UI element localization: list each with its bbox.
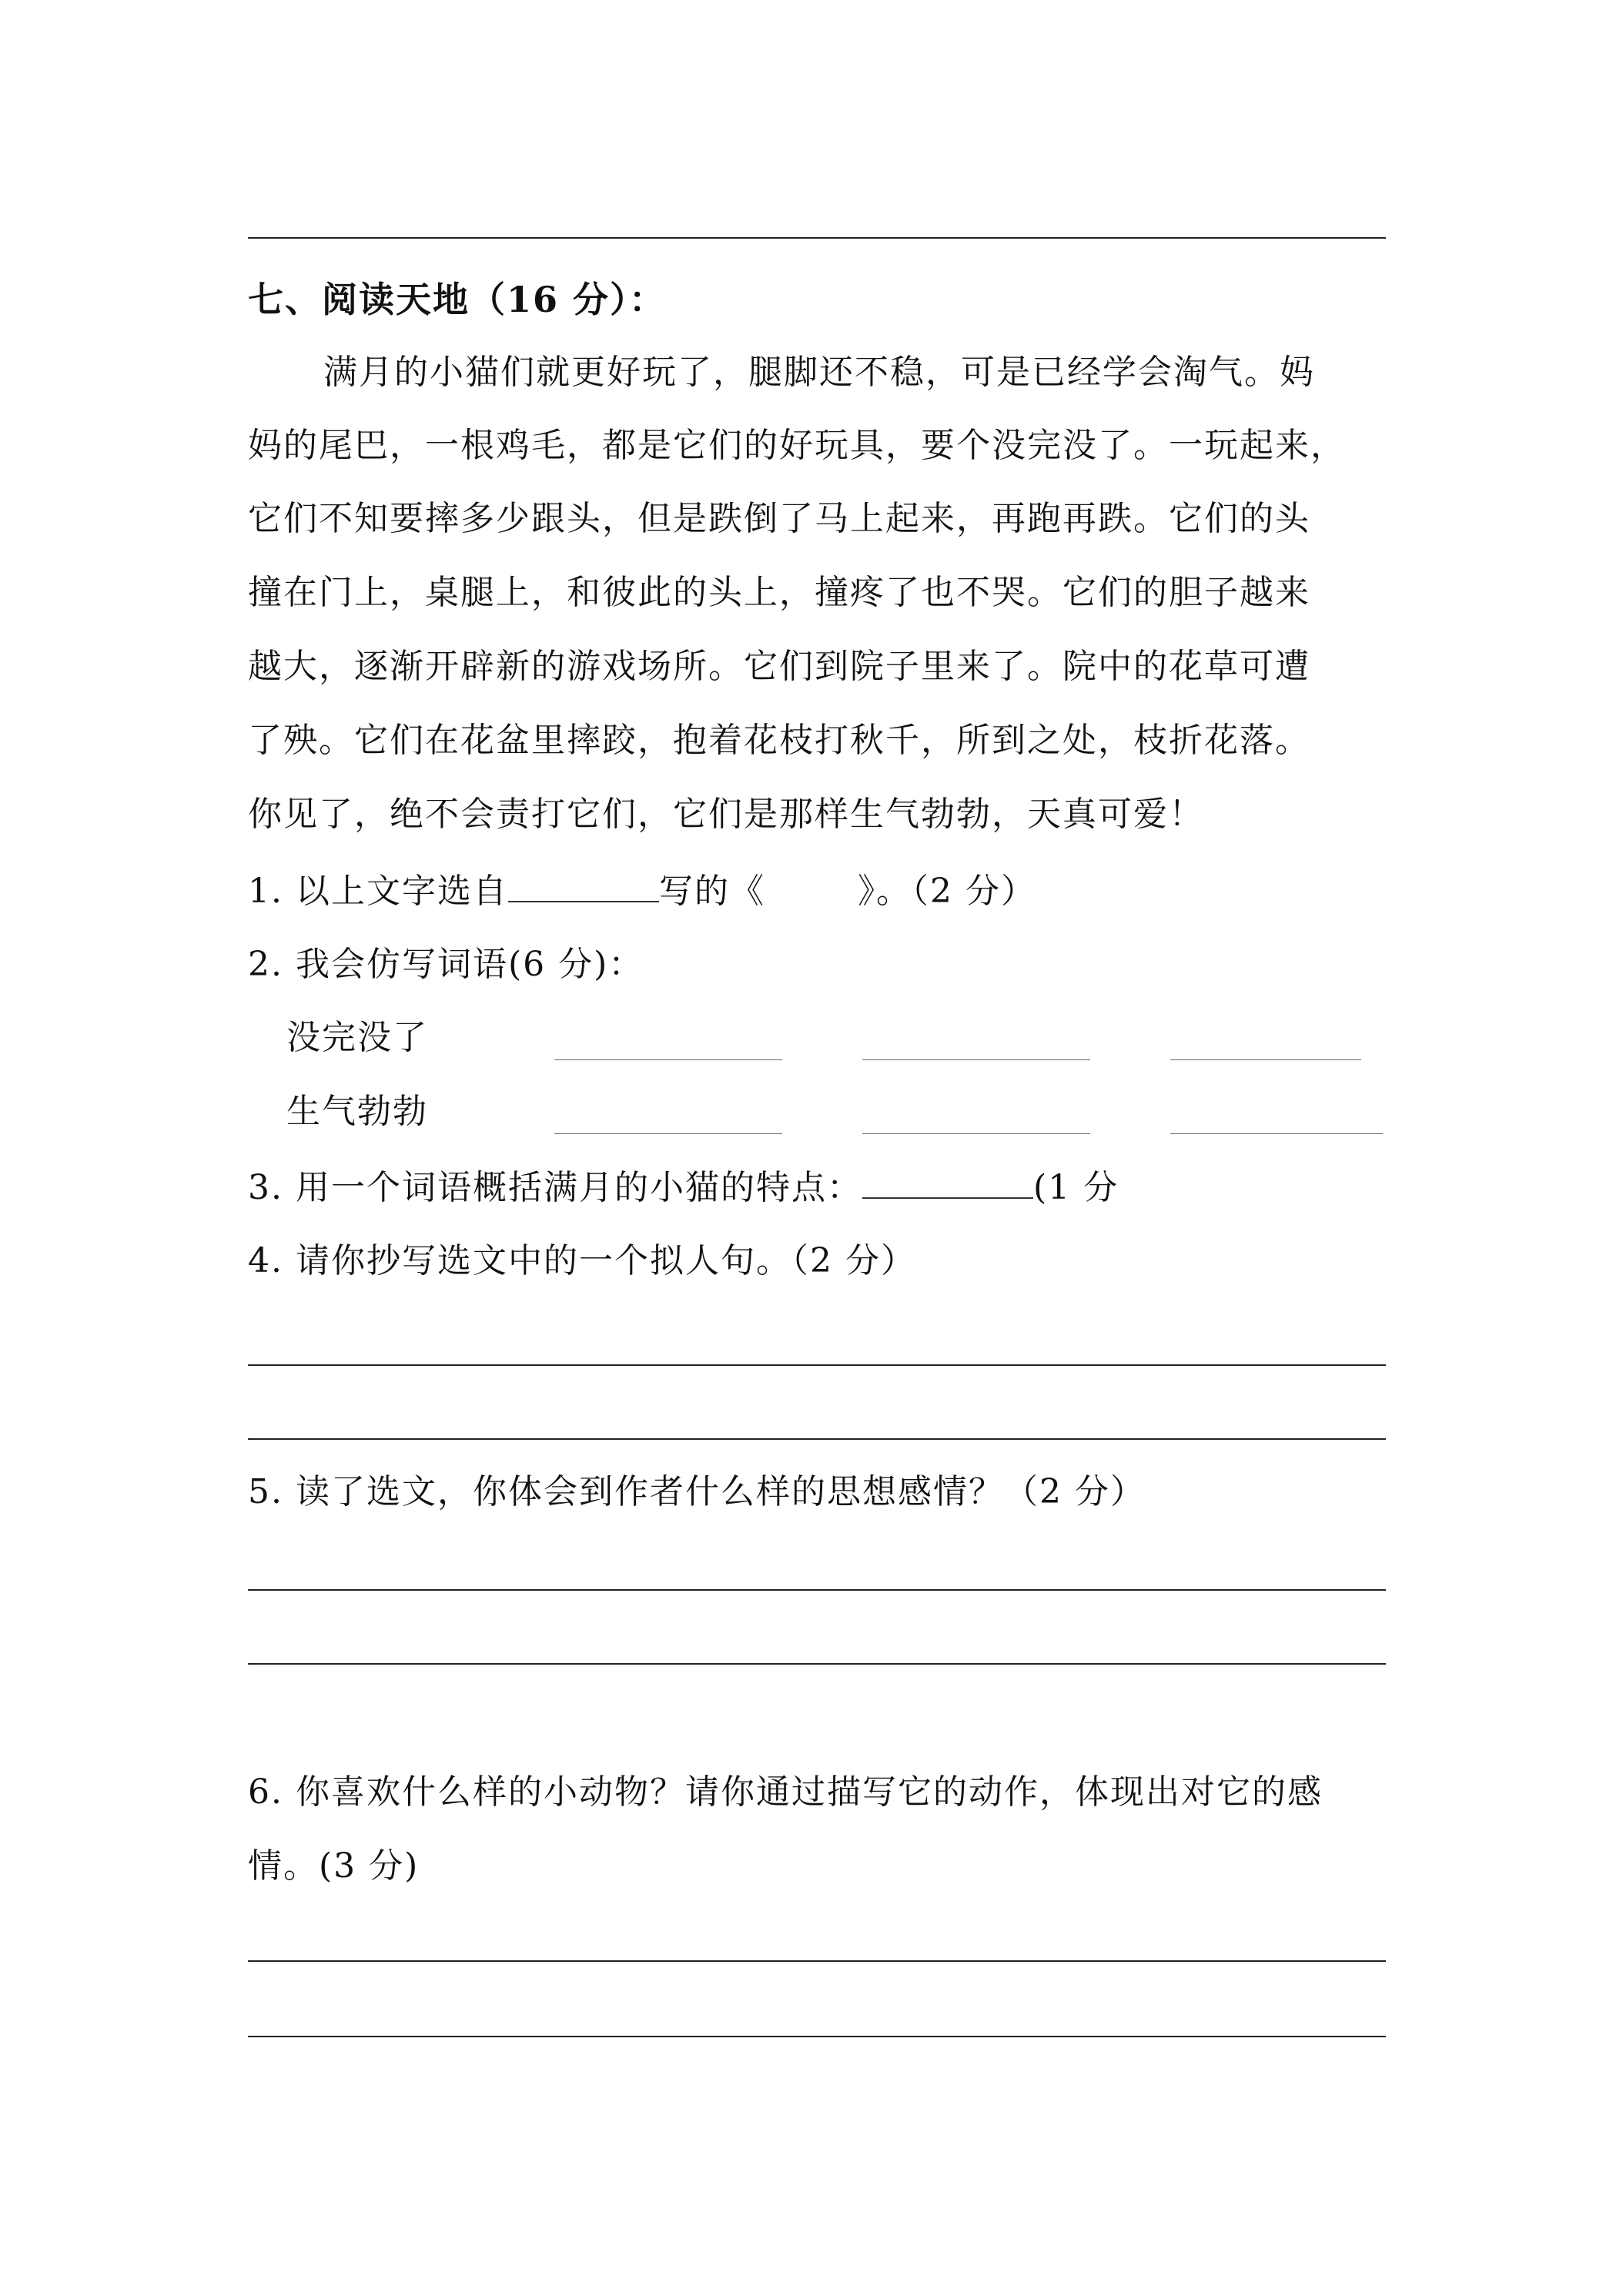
- question-6-answer-line-1[interactable]: [248, 1960, 1386, 1962]
- question-4-answer-line-2[interactable]: [248, 1438, 1386, 1440]
- passage-line-1: 满月的小猫们就更好玩了，腿脚还不稳，可是已经学会淘气。妈: [323, 353, 1315, 392]
- passage-line-5: 越大，逐渐开辟新的游戏场所。它们到院子里来了。院中的花草可遭: [248, 647, 1310, 686]
- question-1-middle: 写的《: [658, 872, 765, 911]
- passage-line-2: 妈的尾巴，一根鸡毛，都是它们的好玩具，要个没完没了。一玩起来，: [248, 426, 1346, 465]
- passage-line-3: 它们不知要摔多少跟头，但是跌倒了马上起来，再跑再跌。它们的头: [248, 499, 1310, 538]
- question-3-prefix: 3. 用一个词语概括满月的小猫的特点：: [248, 1168, 862, 1207]
- question-2-row-1-blank-3[interactable]: [1170, 1059, 1361, 1060]
- question-1-prefix: 1. 以上文字选自: [248, 872, 508, 911]
- question-2-word-1: 没完没了: [286, 1018, 428, 1057]
- question-1-suffix: 》。（2 分）: [857, 872, 1036, 911]
- question-6-answer-line-2[interactable]: [248, 2036, 1386, 2037]
- passage-line-6: 了殃。它们在花盆里摔跤，抱着花枝打秋千，所到之处，枝折花落。: [248, 721, 1310, 760]
- question-2-row-2-blank-1[interactable]: [554, 1133, 782, 1134]
- section-title: 七、阅读天地（16 分）：: [248, 279, 667, 320]
- passage-line-4: 撞在门上，桌腿上，和彼此的头上，撞疼了也不哭。它们的胆子越来: [248, 573, 1310, 612]
- question-6-line-1: 6. 你喜欢什么样的小动物？请你通过描写它的动作，体现出对它的感: [248, 1772, 1323, 1812]
- top-answer-line: [248, 237, 1386, 239]
- question-2: 2. 我会仿写词语(6 分)：: [248, 945, 644, 984]
- question-4: 4. 请你抄写选文中的一个拟人句。（2 分）: [248, 1241, 916, 1280]
- question-3-blank[interactable]: [862, 1166, 1033, 1199]
- question-6-line-2: 情。(3 分): [248, 1846, 420, 1886]
- passage-line-7: 你见了，绝不会责打它们，它们是那样生气勃勃，天真可爱！: [248, 795, 1204, 834]
- question-2-row-1-blank-1[interactable]: [554, 1059, 782, 1060]
- question-1: [248, 870, 1036, 912]
- question-5: 5. 读了选文，你体会到作者什么样的思想感情？（2 分）: [248, 1472, 1146, 1511]
- question-2-row-1-blank-2[interactable]: [862, 1059, 1090, 1060]
- question-5-answer-line-2[interactable]: [248, 1663, 1386, 1665]
- question-2-word-2: 生气勃勃: [286, 1092, 428, 1131]
- question-5-answer-line-1[interactable]: [248, 1589, 1386, 1591]
- question-2-row-2-blank-2[interactable]: [862, 1133, 1090, 1134]
- question-3-suffix: (1 分: [1032, 1168, 1119, 1207]
- question-2-row-2-blank-3[interactable]: [1170, 1133, 1383, 1134]
- question-4-answer-line-1[interactable]: [248, 1364, 1386, 1366]
- question-3: [248, 1166, 1119, 1208]
- question-1-author-blank[interactable]: [508, 870, 659, 902]
